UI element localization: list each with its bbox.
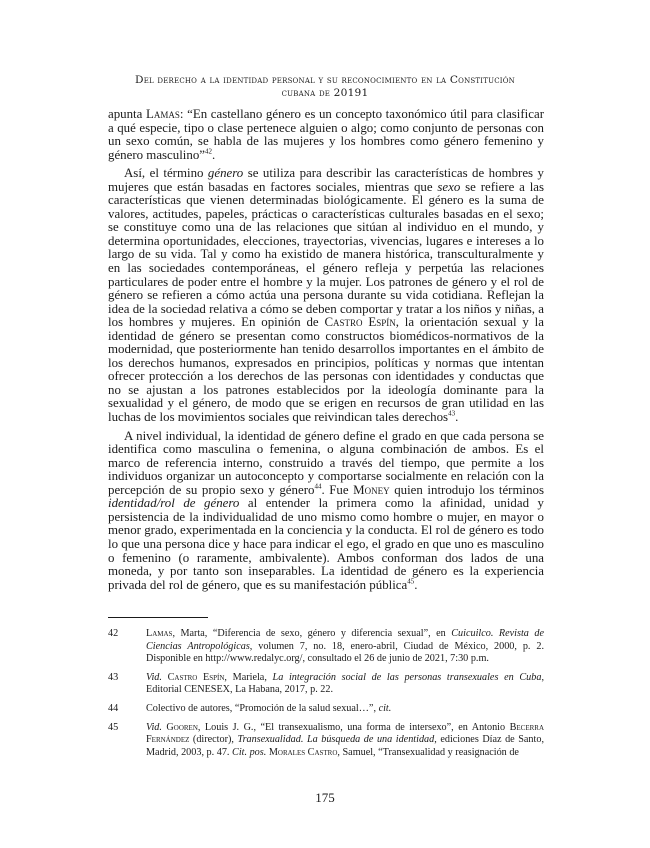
vid-abbrev: Vid. (146, 671, 162, 683)
text-run: . Fue (321, 482, 354, 497)
running-header-line-2: cubana de 20191 (281, 86, 369, 99)
author-name-lamas: Lamas (146, 107, 180, 121)
text-run: . (212, 147, 216, 162)
page-number: 175 (315, 790, 335, 805)
text-run: , Marta, “Diferencia de sexo, género y diferencia sexual”, en (172, 628, 452, 639)
footnote-number: 42 (108, 628, 119, 639)
text-run: , Editorial CENESEX, La Habana, 2017, p. 22. (146, 671, 545, 696)
footnote-ref-44[interactable]: 44 (314, 482, 322, 491)
text-run: , ediciones Díaz de Santo, Madrid, 2003, p. 47. (146, 734, 544, 758)
footnote-44 (108, 703, 544, 716)
text-run: , volumen 7, no. 18, enero-abril, Ciudad de México, 2000, p. 2. Disponible en http://www.redalyc.org/, consultado el 26 de junio de 2021, 7:30 p.m. (146, 640, 544, 665)
footnote-text (146, 703, 544, 716)
text-run: se utiliza para describir las características de hombres y mujeres que están basadas en factores sociales, mientras que (108, 166, 544, 194)
running-header-line-1: Del derecho a la identidad personal y su reconocimiento en la Constitución (135, 74, 515, 86)
paragraph-1 (108, 108, 544, 162)
text-run: , Louis J. G., “El transexualismo, una forma de intersexo”, en Antonio (197, 721, 510, 733)
book-title: Transexualidad. La búsqueda de una identidad (237, 734, 435, 746)
term-genero: género (207, 166, 244, 181)
author-name-money: Money (353, 482, 390, 497)
body-text (108, 108, 544, 597)
author-name: Castro Espín (167, 671, 225, 683)
cit-pos-abbrev: Cit. pos. (232, 746, 267, 758)
footnote-number: 45 (108, 721, 119, 733)
author-name: Morales Castro (268, 746, 338, 758)
text-run: . (414, 577, 418, 592)
footnote-text (146, 628, 544, 666)
footnote-42 (108, 628, 544, 666)
footnote-ref-43[interactable]: 43 (448, 409, 456, 418)
term-identidad-rol: identidad/rol de género (108, 496, 240, 511)
footnote-number: 44 (108, 702, 119, 714)
text-run: Colectivo de autores, “Promoción de la salud sexual…”, (146, 702, 379, 714)
text-run: Así, el término (124, 166, 208, 181)
footnote-separator (108, 617, 208, 618)
text-run: apunta (108, 107, 146, 121)
paragraph-2 (108, 167, 544, 424)
journal-title: Cuicuilco. Revista de Ciencias Antropológicas (146, 628, 544, 652)
text-run: : “En castellano género es un concepto taxonómico útil para clasificar a qué especie, tipo o clase pertenece alguien o algo; como conjunto de personas con un sexo común, se habla de las mujeres y los hombres como género femenino y género masculino” (108, 107, 545, 162)
author-name-castro-espin: Castro Espín (324, 315, 396, 330)
book-title: La integración social de las personas transexuales en Cuba (272, 671, 542, 683)
cit-abbrev: cit. (378, 702, 392, 714)
text-run: al entender la primera como la afinidad, unidad y persistencia de la individualidad de uno mismo como hombre o mujer, en mayor o menor grado, experimentada en la conciencia y la conducta. El rol de género es todo lo que una persona dice y hace para indicar el ego, el grado en que uno es masculino o femenino (o raramente, ambivalente). Ambos conforman dos lados de una moneda, y por tanto son inseparables. La identidad de género es la experiencia privada del rol de género, que es su manifestación pública (108, 496, 544, 592)
footnote-ref-42[interactable]: 42 (205, 147, 213, 156)
editor-name: Becerra Fernández (146, 721, 545, 746)
paragraph-3 (108, 430, 544, 593)
footnote-text (146, 722, 544, 760)
text-run: , la orientación sexual y la identidad de género se presentan como constructos biomédicos-normativos de la modernidad, que posteriormente han tenido desarrollos importantes en el ámbito de los derechos humanos, expresados en principios, políticas y normas que intentan ofrecer protección a los derechos de las personas con identidades y conductas que no se ajustan a los patrones establecidos por la ideología dominante para la sexualidad y el género, de modo que se erigen en recursos de gran utilidad en las luchas de los movimientos sociales que reivindican tales derechos (108, 315, 544, 425)
author-name: Lamas (146, 628, 173, 639)
text-run: , Samuel, “Transexualidad y reasignación de (337, 746, 519, 758)
author-name: Gooren (166, 721, 198, 733)
footnote-text (146, 672, 544, 697)
footnote-number: 43 (108, 671, 119, 683)
text-run: . (455, 410, 459, 425)
text-run: A nivel individual, la identidad de género define el grado en que cada persona se identifica como masculina o femenina, o alguna combinación de ambos. Es el marco de referencia interno, construido a través del tiempo, que permite a los individuos organizar un autoconcepto y comportarse socialmente en relación con la percepción de su propio sexo y género (108, 428, 544, 497)
footnotes (108, 628, 544, 765)
text-run: quien introdujo los términos (389, 482, 544, 497)
text-run: (director), (189, 734, 238, 746)
footnote-ref-45[interactable]: 45 (407, 577, 415, 586)
text-run: se refiere a las características que vienen determinadas biológicamente. El género es la suma de valores, actitudes, papeles, prácticas o características culturales basadas en el sexo; se constituye como una de las relaciones que sitúan al individuo en el mundo, y determina oportunidades, elecciones, trayectorias, vivencias, lugares e intereses a lo largo de su vida. Tal y como ha existido de manera histórica, transculturalmente y en las sociedades contemporáneas, el género refleja y perpetúa las relaciones particulares de poder entre el hombre y la mujer. Los patrones de género y el rol de género se refieren a cómo actúa una persona durante su vida cotidiana. Reflejan la idea de la sociedad relativa a cómo se deben comportar y tratar a los niños y niñas, a los hombres y mujeres. En opinión de (108, 179, 545, 330)
running-header (100, 74, 550, 99)
footnote-45 (108, 722, 544, 760)
term-sexo: sexo (437, 179, 461, 194)
vid-abbrev: Vid. (146, 721, 162, 733)
footnote-43 (108, 672, 544, 697)
text-run: , Mariela, (224, 671, 273, 683)
